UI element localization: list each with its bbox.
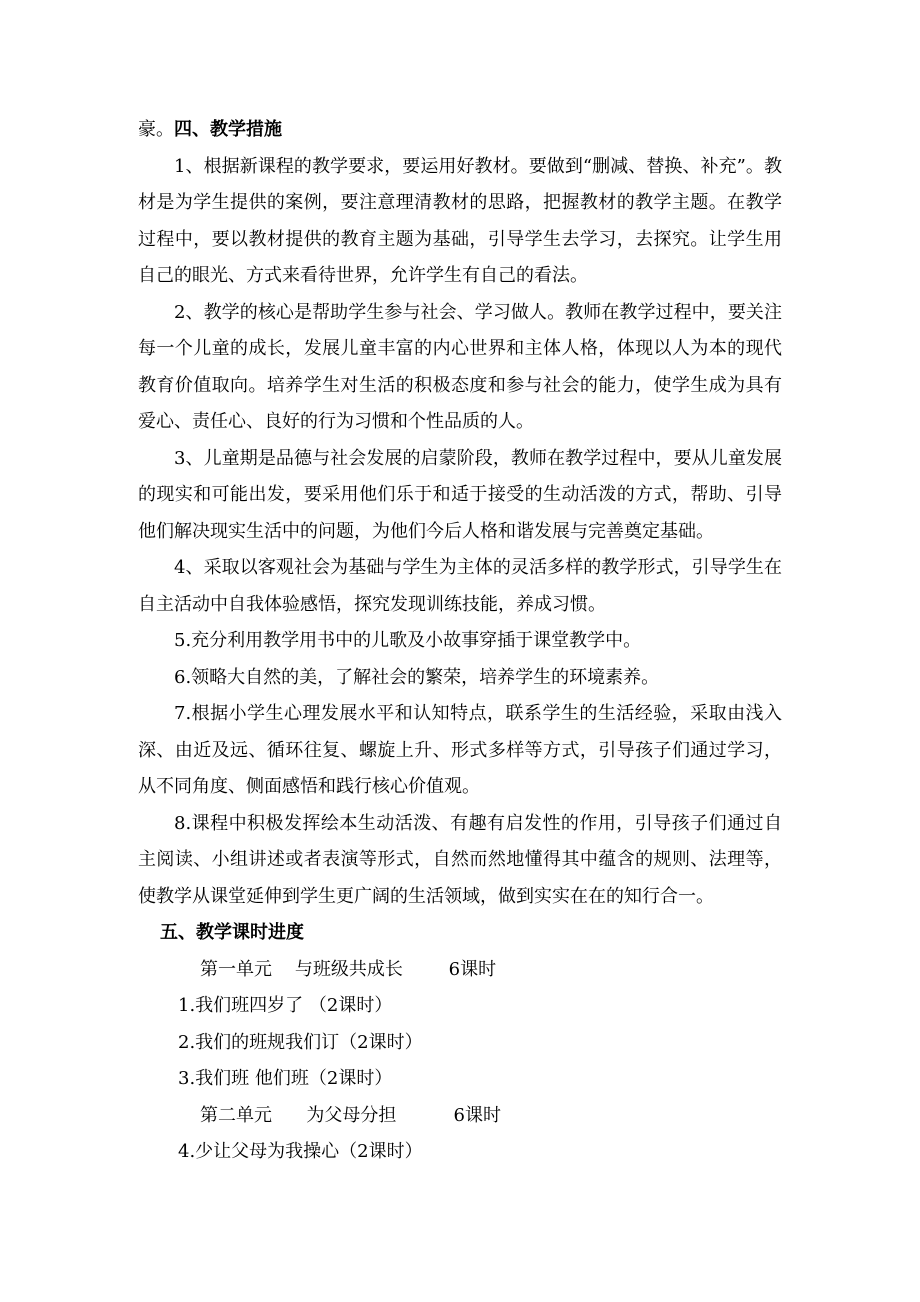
continued-text: 豪。 <box>138 119 174 140</box>
measure-6: 6.领略大自然的美，了解社会的繁荣，培养学生的环境素养。 <box>174 666 660 688</box>
measure-4: 4、采取以客观社会为基础与学生为主体的灵活多样的教学形式，引导学生在自主活动中自我体验感悟，探究发现训练技能，养成习惯。 <box>138 557 782 615</box>
measure-3: 3、儿童期是品德与社会发展的启蒙阶段，教师在教学过程中，要从儿童发展的现实和可能出发，要采用他们乐于和适于接受的生动活泼的方式，帮助、引导他们解决现实生活中的问题，为他们今后人格和谐发展与完善奠定基础。 <box>138 447 782 542</box>
lesson-1: 1.我们班四岁了 （2课时） <box>178 995 393 1016</box>
measure-1: 1、根据新课程的教学要求，要运用好教材。要做到“删减、替换、补充”。教材是为学生提供的案例，要注意理清教材的思路，把握教材的教学主题。在教学过程中，要以教材提供的教育主题为基础，引导学生去学习，去探究。让学生用自己的眼光、方式来看待世界，允许学生有自己的看法。 <box>138 155 782 286</box>
lesson-4: 4.少让父母为我操心（2课时） <box>178 1141 423 1162</box>
measure-2: 2、教学的核心是帮助学生参与社会、学习做人。教师在教学过程中，要关注每一个儿童的成长，发展儿童丰富的内心世界和主体人格，体现以人为本的现代教育价值取向。培养学生对生活的积极态度和参与社会的能力，使学生成为具有爱心、责任心、良好的行为习惯和个性品质的人。 <box>138 301 782 432</box>
lesson-2: 2.我们的班规我们订（2课时） <box>178 1031 423 1053</box>
measure-8: 8.课程中积极发挥绘本生动活泼、有趣有启发性的作用，引导孩子们通过自主阅读、小组讲述或者表演等形式，自然而然地懂得其中蕴含的规则、法理等，使教学从课堂延伸到学生更广阔的生活领域，做到实实在在的知行合一。 <box>138 812 782 907</box>
document-body <box>138 112 782 1171</box>
unit-1-heading: 第一单元 与班级共成长 6课时 <box>200 958 497 980</box>
measure-7: 7.根据小学生心理发展水平和认知特点，联系学生的生活经验，采取由浅入深、由近及远、循环往复、螺旋上升、形式多样等方式，引导孩子们通过学习，从不同角度、侧面感悟和践行核心价值观。 <box>138 703 782 797</box>
measure-5: 5.充分利用教学用书中的儿歌及小故事穿插于课堂教学中。 <box>174 630 642 651</box>
unit-2-heading: 第二单元 为父母分担 6课时 <box>200 1104 501 1126</box>
section5-title: 五、教学课时进度 <box>160 922 304 943</box>
section4-title: 四、教学措施 <box>174 119 282 140</box>
section4-heading-line <box>138 112 782 149</box>
lesson-3: 3.我们班 他们班（2课时） <box>178 1068 393 1089</box>
